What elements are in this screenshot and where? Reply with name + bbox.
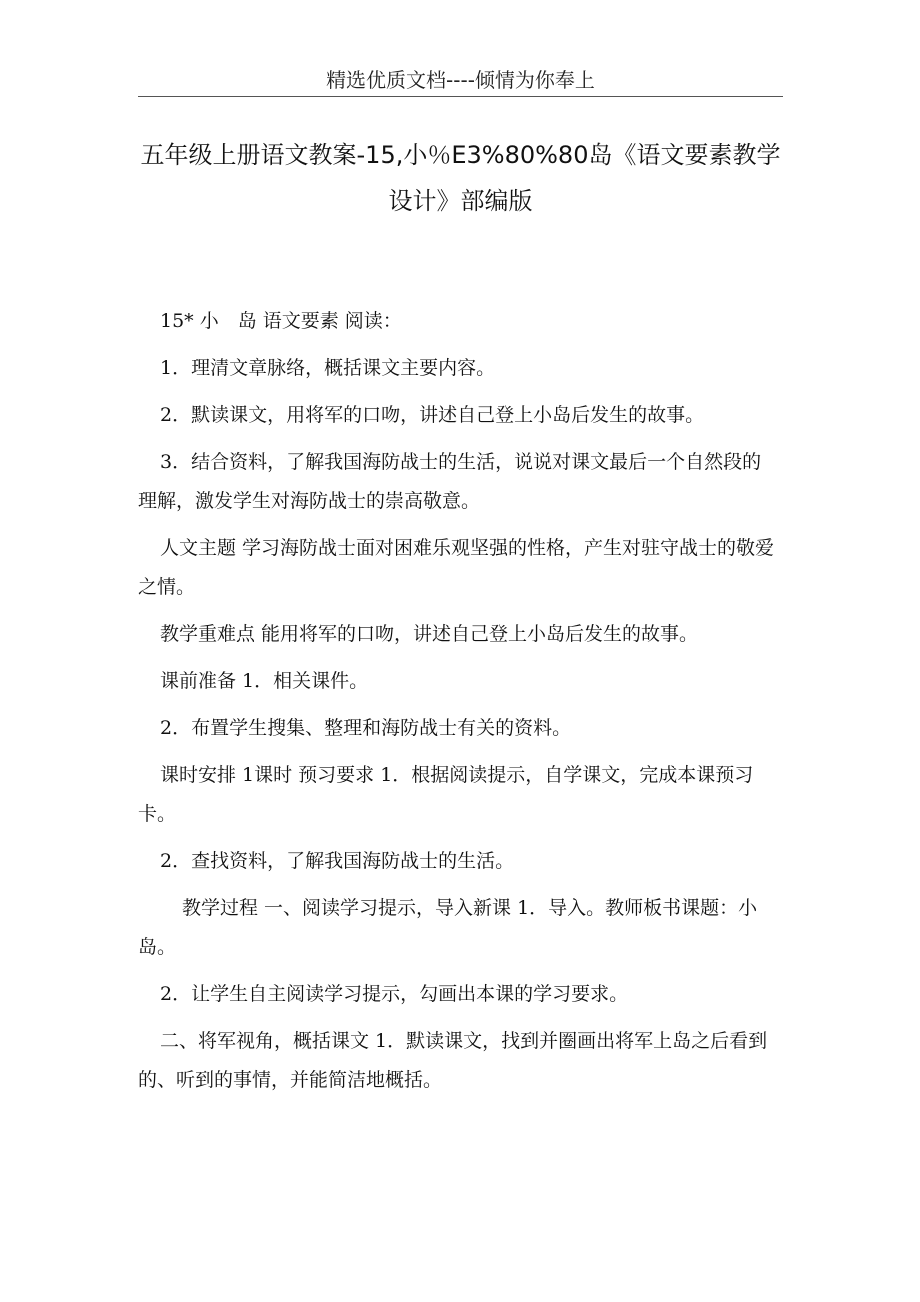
paragraph: 2．默读课文，用将军的口吻，讲述自己登上小岛后发生的故事。 (160, 404, 705, 426)
page-header: 精选优质文档----倾情为你奉上 (326, 68, 595, 92)
paragraph: 1．理清文章脉络，概括课文主要内容。 (160, 357, 496, 379)
paragraph: 2．布置学生搜集、整理和海防战士有关的资料。 (160, 717, 572, 739)
paragraph: 15* 小 岛 语文要素 阅读： (160, 310, 402, 332)
paragraph: 课前准备 1．相关课件。 (160, 670, 369, 692)
paragraph: 2．让学生自主阅读学习提示，勾画出本课的学习要求。 (160, 983, 629, 1005)
paragraph: 2．查找资料，了解我国海防战士的生活。 (160, 850, 515, 872)
paragraph: 3．结合资料，了解我国海防战士的生活，说说对课文最后一个自然段的理解，激发学生对海防战士的崇高敬意。 (138, 451, 762, 512)
title-line-1: 五年级上册语文教案-15,小％E3%80%80岛《语文要素教学 (140, 141, 781, 169)
document-body (138, 302, 778, 1108)
title-line-2: 设计》部编版 (388, 187, 533, 215)
paragraph: 课时安排 1课时 预习要求 1．根据阅读提示，自学课文，完成本课预习卡。 (138, 764, 754, 825)
paragraph: 教学重难点 能用将军的口吻，讲述自己登上小岛后发生的故事。 (160, 623, 699, 645)
paragraph: 二、将军视角，概括课文 1．默读课文，找到并圈画出将军上岛之后看到的、听到的事情，并能简洁地概括。 (138, 1030, 768, 1091)
paragraph: 教学过程 一、阅读学习提示，导入新课 1．导入。教师板书课题：小岛。 (138, 897, 758, 958)
header-divider (138, 96, 783, 97)
document-title (138, 132, 783, 224)
paragraph: 人文主题 学习海防战士面对困难乐观坚强的性格，产生对驻守战士的敬爱之情。 (138, 537, 775, 598)
